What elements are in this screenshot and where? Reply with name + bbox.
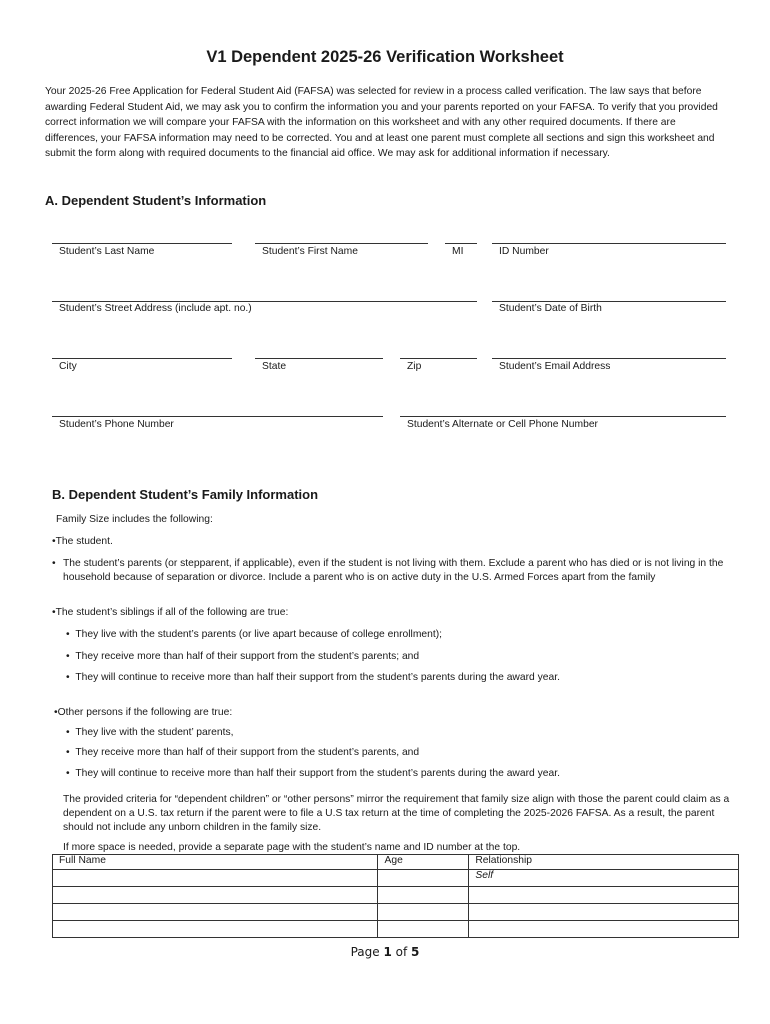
- worksheet-title: V1 Dependent 2025-26 Verification Worksheet: [206, 48, 564, 66]
- phone-line[interactable]: [52, 416, 383, 417]
- alt-phone-label: Student’s Alternate or Cell Phone Number: [407, 419, 598, 430]
- phone-label: Student’s Phone Number: [59, 419, 174, 430]
- cell-relationship[interactable]: Self: [469, 870, 739, 887]
- email-line[interactable]: [492, 358, 726, 359]
- state-line[interactable]: [255, 358, 383, 359]
- intro-paragraph: Your 2025-26 Free Application for Federal Student Aid (FAFSA) was selected for review in a process called verification. The law says that before awarding Federal Student Aid, we may ask you to confirm the information you and your parents reported on your FAFSA. To verify that you provided correct information we will compare your FAFSA with the information on this worksheet and with any other required documents. If there are differences, your FAFSA information may need to be corrected. You and at least one parent must complete all sections and sign this worksheet and submit the form along with required documents to the financial aid office. We may ask for additional information if necessary.: [45, 86, 718, 160]
- first-name-line[interactable]: [255, 243, 428, 244]
- id-number-line[interactable]: [492, 243, 726, 244]
- zip-line[interactable]: [400, 358, 477, 359]
- id-number-label: ID Number: [499, 246, 549, 257]
- email-label: Student’s Email Address: [499, 361, 611, 372]
- table-header-row: [53, 855, 739, 870]
- cell-age[interactable]: [378, 870, 469, 887]
- table-row: [53, 887, 739, 904]
- mi-line[interactable]: [445, 243, 477, 244]
- bullet-dot: •: [52, 558, 56, 569]
- bullet-others-text: Other persons if the following are true:: [57, 707, 233, 718]
- city-label: City: [59, 361, 77, 372]
- section-b-heading: B. Dependent Student’s Family Information: [52, 487, 319, 502]
- bullet-student-text: The student.: [55, 536, 113, 547]
- street-address-label: Student’s Street Address (include apt. no.): [59, 303, 252, 314]
- family-members-table: [52, 854, 739, 938]
- alt-phone-line[interactable]: [400, 416, 726, 417]
- criteria-note: The provided criteria for “dependent children” or “other persons” mirror the requirement that family size align with those the parent could claim as a dependent on a U.S. tax return if the parent were to file a U.S tax return at the time of completing the 2025-2026 FAFSA. As a result, the parent should not include any unborn children in the family size.: [63, 794, 730, 833]
- bullet-dot: •: [52, 607, 56, 618]
- header-full-name: Full Name: [53, 855, 378, 870]
- siblings-item: • They receive more than half of their support from the student’s parents; and: [66, 651, 420, 662]
- family-size-intro: Family Size includes the following:: [56, 514, 213, 525]
- cell-age[interactable]: [378, 904, 469, 921]
- header-age: Age: [378, 855, 469, 870]
- cell-full-name[interactable]: [53, 921, 378, 938]
- first-name-label: Student’s First Name: [262, 246, 358, 257]
- table-row: [53, 921, 739, 938]
- header-relationship: Relationship: [469, 855, 739, 870]
- siblings-item: • They live with the student’s parents (or live apart because of college enrollment);: [66, 629, 443, 640]
- bullet-parents: [52, 557, 732, 585]
- street-address-line[interactable]: [52, 301, 477, 302]
- bullet-dot: •: [52, 536, 56, 547]
- bullet-siblings: [52, 606, 288, 620]
- date-of-birth-line[interactable]: [492, 301, 726, 302]
- table-row: [53, 904, 739, 921]
- date-of-birth-label: Student’s Date of Birth: [499, 303, 602, 314]
- cell-full-name[interactable]: [53, 904, 378, 921]
- section-a-heading: A. Dependent Student’s Information: [45, 193, 267, 208]
- zip-label: Zip: [407, 361, 422, 372]
- others-item: • They live with the student’ parents,: [66, 727, 234, 738]
- cell-full-name[interactable]: [53, 870, 378, 887]
- table-row: [53, 870, 739, 887]
- bullet-siblings-text: The student’s siblings if all of the following are true:: [55, 607, 289, 618]
- city-line[interactable]: [52, 358, 232, 359]
- cell-age[interactable]: [378, 887, 469, 904]
- page-number: Page 1 of 5: [350, 945, 420, 959]
- cell-full-name[interactable]: [53, 887, 378, 904]
- bullet-others: [54, 706, 232, 720]
- bullet-parents-text: The student’s parents (or stepparent, if applicable), even if the student is not living with them. Exclude a parent who has died or is not living in the household because of separation or divorce. Include a parent who is on active duty in the U.S. Armed Forces apart from the family: [63, 558, 724, 583]
- cell-relationship[interactable]: [469, 921, 739, 938]
- cell-relationship[interactable]: [469, 887, 739, 904]
- mi-label: MI: [452, 246, 464, 257]
- siblings-item: • They will continue to receive more than half their support from the student’s parents during the award year.: [66, 672, 560, 683]
- bullet-student: [52, 535, 113, 549]
- others-item: • They receive more than half of their support from the student’s parents, and: [66, 747, 420, 758]
- space-note: If more space is needed, provide a separate page with the student’s name and ID number at the top.: [63, 842, 521, 853]
- last-name-line[interactable]: [52, 243, 232, 244]
- state-label: State: [262, 361, 287, 372]
- others-item: • They will continue to receive more than half their support from the student’s parents during the award year.: [66, 768, 560, 779]
- last-name-label: Student’s Last Name: [59, 246, 155, 257]
- bullet-dot: •: [54, 707, 58, 718]
- cell-relationship[interactable]: [469, 904, 739, 921]
- cell-age[interactable]: [378, 921, 469, 938]
